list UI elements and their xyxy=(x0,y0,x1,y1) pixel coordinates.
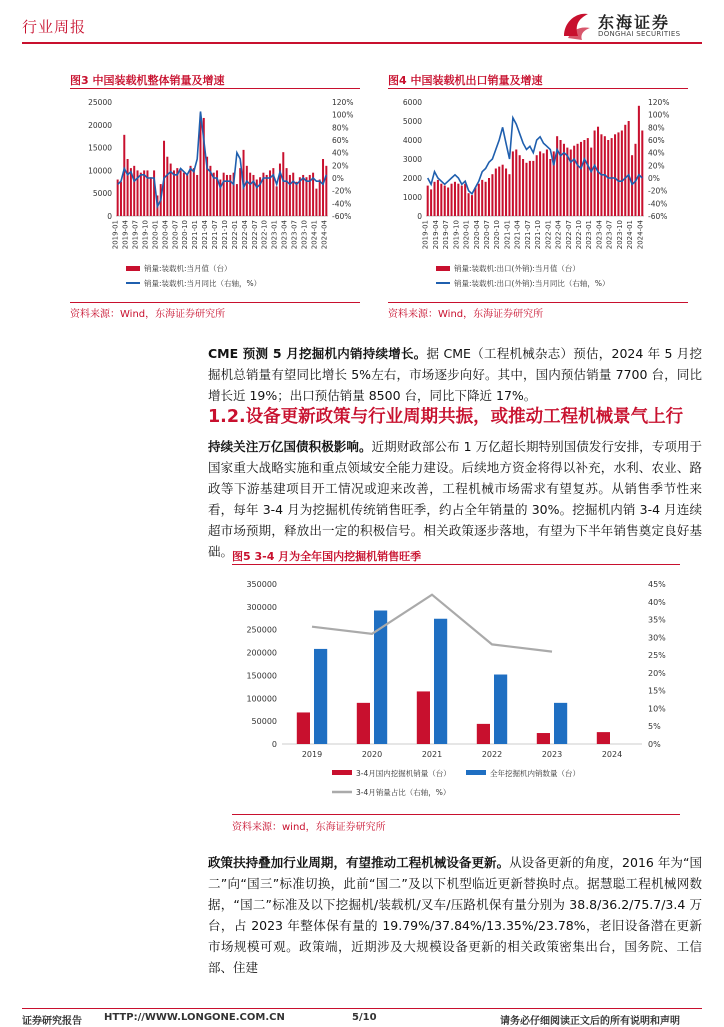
x-tick-label: 2022 xyxy=(481,750,503,759)
x-tick-label: 2021 xyxy=(421,750,443,759)
bar-mark xyxy=(638,106,640,216)
bar-mark xyxy=(461,186,463,216)
bar-mark xyxy=(292,173,294,216)
x-tick-label: 2020-01 xyxy=(462,220,471,250)
bar-mark xyxy=(464,184,466,216)
bar-mark xyxy=(246,166,248,216)
bar-mark xyxy=(173,170,175,216)
growth-line xyxy=(118,112,327,207)
logo-name-cn: 东海证券 xyxy=(598,13,671,32)
bar-mark xyxy=(296,182,298,216)
bar-mark xyxy=(123,135,125,216)
bar-mark xyxy=(286,168,288,216)
legend-label: 全年挖掘机内销数量（台） xyxy=(490,769,580,778)
paragraph-body: 从设备更新的角度，2016 年为“国二”向“国三”标准切换，此前“国二”及以下机型临近更新替换时点。据慧聪工程机械网数据，“国二”标准及以下挖掘机/装载机/叉车/压路机保有量分别为 38.8/36.2/75.7/3.4 万台，占 2023 年整体保有量的 19.79%/37.84%/13.35%/23.78%，老旧设备潜在更新市场规模可观。政策端，近期涉及大规模设备更新的相关政策密集出台，国务院、工信部、住建 xyxy=(208,855,702,975)
x-tick-label: 2019-10 xyxy=(141,220,150,250)
bar-mark xyxy=(143,170,145,216)
y-tick-label: 0 xyxy=(271,740,277,749)
header-divider xyxy=(22,42,702,44)
y2-tick-label: -60% xyxy=(332,212,352,221)
y-tick-label: 5000 xyxy=(92,189,112,199)
bar-mark xyxy=(223,173,225,216)
bar-mark xyxy=(186,175,188,216)
bar-mark xyxy=(474,188,476,217)
bar-mark xyxy=(546,150,548,217)
growth-line xyxy=(428,118,643,194)
y2-tick-label: 100% xyxy=(332,110,354,120)
bar-mark-3-4-month xyxy=(417,691,430,744)
legend-swatch-bar xyxy=(332,770,352,775)
y2-tick-label: 120% xyxy=(648,98,670,107)
x-tick-label: 2020-07 xyxy=(483,220,492,250)
x-tick-label: 2019 xyxy=(301,750,323,759)
x-tick-label: 2023-01 xyxy=(585,220,594,250)
legend-swatch-bar xyxy=(436,266,450,271)
x-tick-label: 2023-04 xyxy=(595,220,604,250)
x-tick-label: 2019-04 xyxy=(431,220,440,250)
bar-mark xyxy=(611,138,613,216)
bar-mark xyxy=(508,174,510,216)
bar-mark xyxy=(536,155,538,216)
x-tick-label: 2019-04 xyxy=(121,220,130,250)
y2-tick-label: 30% xyxy=(648,633,666,643)
y-tick-label: 250000 xyxy=(246,625,277,635)
y-tick-label: 0 xyxy=(107,212,112,221)
bar-mark-full-year xyxy=(434,619,447,744)
bar-mark xyxy=(305,177,307,216)
bar-mark xyxy=(454,182,456,216)
bar-mark xyxy=(120,182,122,216)
x-tick-label: 2019-10 xyxy=(452,220,461,250)
legend-swatch-bar xyxy=(466,770,486,775)
fig5-title: 图5 3-4 月为全年国内挖掘机销售旺季 xyxy=(232,550,422,563)
fig4-chart xyxy=(388,92,698,302)
legend-label: 3-4月销量占比（右轴，%） xyxy=(356,788,451,797)
bar-mark xyxy=(196,175,198,216)
bar-mark xyxy=(282,152,284,216)
bar-mark-full-year xyxy=(494,675,507,744)
bar-mark xyxy=(468,193,470,216)
bar-mark xyxy=(444,186,446,216)
bar-mark xyxy=(266,175,268,216)
bar-mark xyxy=(594,131,596,217)
bar-mark xyxy=(515,150,517,217)
y-tick-label: 25000 xyxy=(88,98,112,107)
y2-tick-label: -40% xyxy=(332,199,352,209)
bar-mark xyxy=(539,151,541,216)
logo-emblem-icon xyxy=(558,8,594,42)
x-tick-label: 2023-10 xyxy=(615,220,624,250)
bar-mark xyxy=(641,131,643,217)
x-tick-label: 2024-04 xyxy=(636,220,645,250)
bar-mark xyxy=(451,184,453,216)
bar-mark xyxy=(529,161,531,216)
bar-mark xyxy=(236,184,238,216)
y2-tick-label: 40% xyxy=(648,597,666,607)
bar-mark-3-4-month xyxy=(597,732,610,744)
fig3-source-rule xyxy=(70,302,360,303)
bar-mark xyxy=(302,175,304,216)
y2-tick-label: 100% xyxy=(648,110,670,120)
fig3-chart xyxy=(70,92,370,302)
logo-name-en: DONGHAI SECURITIES xyxy=(598,30,681,38)
bar-mark xyxy=(150,177,152,216)
legend-label: 3-4月国内挖掘机销量（台） xyxy=(356,769,451,778)
bar-mark xyxy=(127,159,129,216)
y-tick-label: 150000 xyxy=(246,671,277,681)
paragraph-body: 近期财政部公布 1 万亿超长期特别国债发行安排，专项用于国家重大战略实施和重点领域安全能力建设。后续地方资金将得以补充，水利、农业、路政等下游基建项目开工情况或迎来改善，工程机械市场需求有望复苏。从销售季节性来看，每年 3-4 月为挖掘机传统销售旺季，约占全年销量的 30%。挖掘机内销 3-4 月连续超市场预期，释放出一定的积极信号。相关政策逐步落地，有望为下半年销售奠定良好基础。 xyxy=(208,439,702,559)
bar-mark xyxy=(140,173,142,216)
bar-mark xyxy=(322,159,324,216)
bar-mark xyxy=(481,180,483,216)
bar-mark xyxy=(573,146,575,216)
y2-tick-label: -60% xyxy=(648,212,668,221)
x-tick-label: 2022-01 xyxy=(544,220,553,250)
x-tick-label: 2021-10 xyxy=(220,220,229,250)
bar-mark-full-year xyxy=(314,649,327,744)
y2-tick-label: 20% xyxy=(648,668,666,678)
bar-mark xyxy=(249,173,251,216)
bar-mark xyxy=(587,138,589,216)
x-tick-label: 2020-10 xyxy=(181,220,190,250)
bar-mark xyxy=(315,189,317,216)
x-tick-label: 2023-04 xyxy=(280,220,289,250)
bar-mark xyxy=(457,184,459,216)
company-logo xyxy=(558,8,708,42)
x-tick-label: 2021-01 xyxy=(503,220,512,250)
y2-tick-label: 5% xyxy=(648,722,661,732)
bar-mark xyxy=(478,184,480,216)
bar-mark xyxy=(617,132,619,216)
x-tick-label: 2019-01 xyxy=(111,220,120,250)
y-tick-label: 10000 xyxy=(88,166,112,176)
y-tick-label: 0 xyxy=(417,212,422,221)
y-tick-label: 4000 xyxy=(402,136,422,145)
x-tick-label: 2019-07 xyxy=(442,220,451,250)
bar-mark xyxy=(519,155,521,216)
bar-mark xyxy=(437,180,439,216)
bar-mark xyxy=(549,159,551,216)
bar-mark xyxy=(583,140,585,216)
x-tick-label: 2021-04 xyxy=(513,220,522,250)
bar-mark-3-4-month xyxy=(537,733,550,744)
y2-tick-label: 120% xyxy=(332,98,354,107)
share-line xyxy=(312,595,552,652)
bar-mark xyxy=(276,186,278,216)
bar-mark xyxy=(427,186,429,216)
y2-tick-label: 40% xyxy=(332,148,349,158)
legend-label: 销量:装载机:出口(外销):当月同比（右轴，%） xyxy=(454,279,610,288)
bar-mark xyxy=(180,170,182,216)
legend-label: 销量:装载机:出口(外销):当月值（台） xyxy=(454,264,580,273)
y-tick-label: 1000 xyxy=(402,193,422,202)
x-tick-label: 2019-01 xyxy=(421,220,430,250)
x-tick-label: 2023-10 xyxy=(300,220,309,250)
fig3-title: 图3 中国装载机整体销量及增速 xyxy=(70,74,225,87)
bar-mark xyxy=(166,157,168,216)
fig3-source: 资料来源：Wind，东海证券研究所 xyxy=(70,309,226,320)
y2-tick-label: 80% xyxy=(332,123,349,133)
x-tick-label: 2021-10 xyxy=(534,220,543,250)
x-tick-label: 2023-01 xyxy=(270,220,279,250)
bar-mark xyxy=(447,188,449,217)
bar-mark xyxy=(133,166,135,216)
fig4-title-rule xyxy=(388,88,688,89)
bar-mark xyxy=(580,142,582,216)
bar-mark xyxy=(485,182,487,216)
bar-mark xyxy=(498,167,500,216)
bar-mark xyxy=(542,153,544,216)
y2-tick-label: 15% xyxy=(648,686,666,696)
x-tick-label: 2024-04 xyxy=(320,220,329,250)
x-tick-label: 2024 xyxy=(601,750,623,759)
y2-tick-label: 0% xyxy=(332,174,344,183)
bar-mark xyxy=(631,155,633,216)
bar-mark xyxy=(628,121,630,216)
y-tick-label: 6000 xyxy=(402,98,422,107)
bar-mark xyxy=(491,174,493,216)
bar-mark xyxy=(299,177,301,216)
y2-tick-label: 0% xyxy=(648,174,660,183)
legend-label: 销量:装载机:当月值（台） xyxy=(144,264,232,273)
bar-mark-3-4-month xyxy=(357,703,370,744)
bar-mark xyxy=(621,131,623,217)
x-tick-label: 2020-04 xyxy=(161,220,170,250)
bar-mark xyxy=(488,178,490,216)
x-tick-label: 2022-10 xyxy=(260,220,269,250)
y2-tick-label: 0% xyxy=(648,740,661,749)
y-tick-label: 350000 xyxy=(246,580,277,589)
bar-mark xyxy=(471,195,473,216)
fig4-title: 图4 中国装载机出口销量及增速 xyxy=(388,74,543,87)
fig5-source-rule xyxy=(232,814,680,815)
paragraph-lead: CME 预测 5 月挖掘机内销持续增长。 xyxy=(208,346,427,361)
x-tick-label: 2024-01 xyxy=(310,220,319,250)
paragraph-lead: 政策扶持叠加行业周期，有望推动工程机械设备更新。 xyxy=(208,855,510,870)
y2-tick-label: -40% xyxy=(648,199,668,209)
bar-mark xyxy=(325,166,327,216)
bar-mark xyxy=(495,169,497,217)
footer-website-link[interactable]: HTTP://WWW.LONGONE.COM.CN xyxy=(104,1012,285,1023)
y2-tick-label: 35% xyxy=(648,615,666,625)
fig5-source: 资料来源：wind，东海证券研究所 xyxy=(232,822,386,833)
y-tick-label: 20000 xyxy=(88,120,112,130)
fig5-title-rule xyxy=(232,564,680,565)
bar-mark xyxy=(183,173,185,216)
y2-tick-label: 10% xyxy=(648,704,666,714)
y-tick-label: 300000 xyxy=(246,602,277,612)
x-tick-label: 2020-04 xyxy=(472,220,481,250)
paragraph-treasury-bonds xyxy=(208,436,702,562)
bar-mark xyxy=(505,169,507,217)
y-tick-label: 2000 xyxy=(402,174,422,183)
bar-mark xyxy=(560,140,562,216)
fig3-title-rule xyxy=(70,88,360,89)
bar-mark xyxy=(624,125,626,216)
bar-mark xyxy=(614,134,616,216)
bar-mark xyxy=(532,161,534,216)
bar-mark xyxy=(117,180,119,216)
y2-tick-label: 20% xyxy=(332,161,349,171)
x-tick-label: 2022-07 xyxy=(564,220,573,250)
footer-divider xyxy=(22,1008,702,1009)
x-tick-label: 2021-07 xyxy=(523,220,532,250)
x-tick-label: 2022-01 xyxy=(230,220,239,250)
y2-tick-label: 60% xyxy=(332,136,349,145)
bar-mark xyxy=(213,173,215,216)
x-tick-label: 2021-01 xyxy=(191,220,200,250)
x-tick-label: 2023-07 xyxy=(605,220,614,250)
x-tick-label: 2022-04 xyxy=(554,220,563,250)
x-tick-label: 2023 xyxy=(541,750,563,759)
fig4-source-rule xyxy=(388,302,688,303)
y-tick-label: 200000 xyxy=(246,648,277,658)
report-section-title: 行业周报 xyxy=(22,18,87,36)
paragraph-body: 据 CME（工程机械杂志）预估，2024 年 5 月挖掘机总销量有望同比增长 5%左右，市场逐步向好。其中，国内预估销量 7700 台，同比增长近 19%；出口预估销量 8500 台，同比下降近 17%。 xyxy=(208,346,702,403)
bar-mark xyxy=(433,182,435,216)
x-tick-label: 2022-04 xyxy=(240,220,249,250)
footer-page-number: 5/10 xyxy=(352,1012,377,1023)
x-tick-label: 2019-07 xyxy=(131,220,140,250)
y2-tick-label: 25% xyxy=(648,651,666,661)
y-tick-label: 3000 xyxy=(402,155,422,164)
paragraph-lead: 持续关注万亿国债积极影响。 xyxy=(208,439,372,454)
bar-mark xyxy=(430,189,432,216)
y2-tick-label: 40% xyxy=(648,148,665,158)
bar-mark xyxy=(590,148,592,216)
paragraph-equipment-renewal xyxy=(208,852,702,978)
y2-tick-label: -20% xyxy=(332,186,352,196)
fig5-chart xyxy=(232,570,692,810)
x-tick-label: 2020-10 xyxy=(493,220,502,250)
y2-tick-label: 60% xyxy=(648,136,665,145)
x-tick-label: 2022-10 xyxy=(574,220,583,250)
x-tick-label: 2020 xyxy=(361,750,383,759)
fig4-source: 资料来源：Wind，东海证券研究所 xyxy=(388,309,544,320)
y-tick-label: 5000 xyxy=(402,117,422,126)
bar-mark xyxy=(563,144,565,216)
y2-tick-label: 45% xyxy=(648,580,666,589)
bar-mark xyxy=(190,166,192,216)
footer-report-type: 证券研究报告 xyxy=(22,1016,82,1027)
bar-mark xyxy=(502,165,504,216)
paragraph-cme-forecast xyxy=(208,343,702,406)
section-heading: 1.2.设备更新政策与行业周期共振，或推动工程机械景气上行 xyxy=(208,407,684,427)
legend-swatch-bar xyxy=(126,266,140,271)
bar-mark xyxy=(319,180,321,216)
bar-mark-full-year xyxy=(554,703,567,744)
x-tick-label: 2022-07 xyxy=(250,220,259,250)
y-tick-label: 15000 xyxy=(88,143,112,153)
x-tick-label: 2023-07 xyxy=(290,220,299,250)
y-tick-label: 50000 xyxy=(251,717,277,727)
bar-mark-3-4-month xyxy=(477,724,490,744)
x-tick-label: 2021-04 xyxy=(201,220,210,250)
y2-tick-label: 80% xyxy=(648,123,665,133)
x-tick-label: 2021-07 xyxy=(211,220,220,250)
footer-disclaimer: 请务必仔细阅读正文后的所有说明和声明 xyxy=(500,1016,680,1027)
bar-mark xyxy=(239,168,241,216)
bar-mark xyxy=(440,184,442,216)
bar-mark xyxy=(289,175,291,216)
y2-tick-label: -20% xyxy=(648,186,668,196)
bar-mark xyxy=(193,168,195,216)
bar-mark xyxy=(525,163,527,216)
bar-mark xyxy=(577,144,579,216)
x-tick-label: 2020-01 xyxy=(151,220,160,250)
bar-mark xyxy=(522,159,524,216)
bar-mark xyxy=(512,151,514,216)
legend-label: 销量:装载机:当月同比（右轴，%） xyxy=(144,279,262,288)
y-tick-label: 100000 xyxy=(246,694,277,704)
x-tick-label: 2020-07 xyxy=(171,220,180,250)
y2-tick-label: 20% xyxy=(648,161,665,171)
x-tick-label: 2024-01 xyxy=(626,220,635,250)
bar-mark-3-4-month xyxy=(297,712,310,744)
